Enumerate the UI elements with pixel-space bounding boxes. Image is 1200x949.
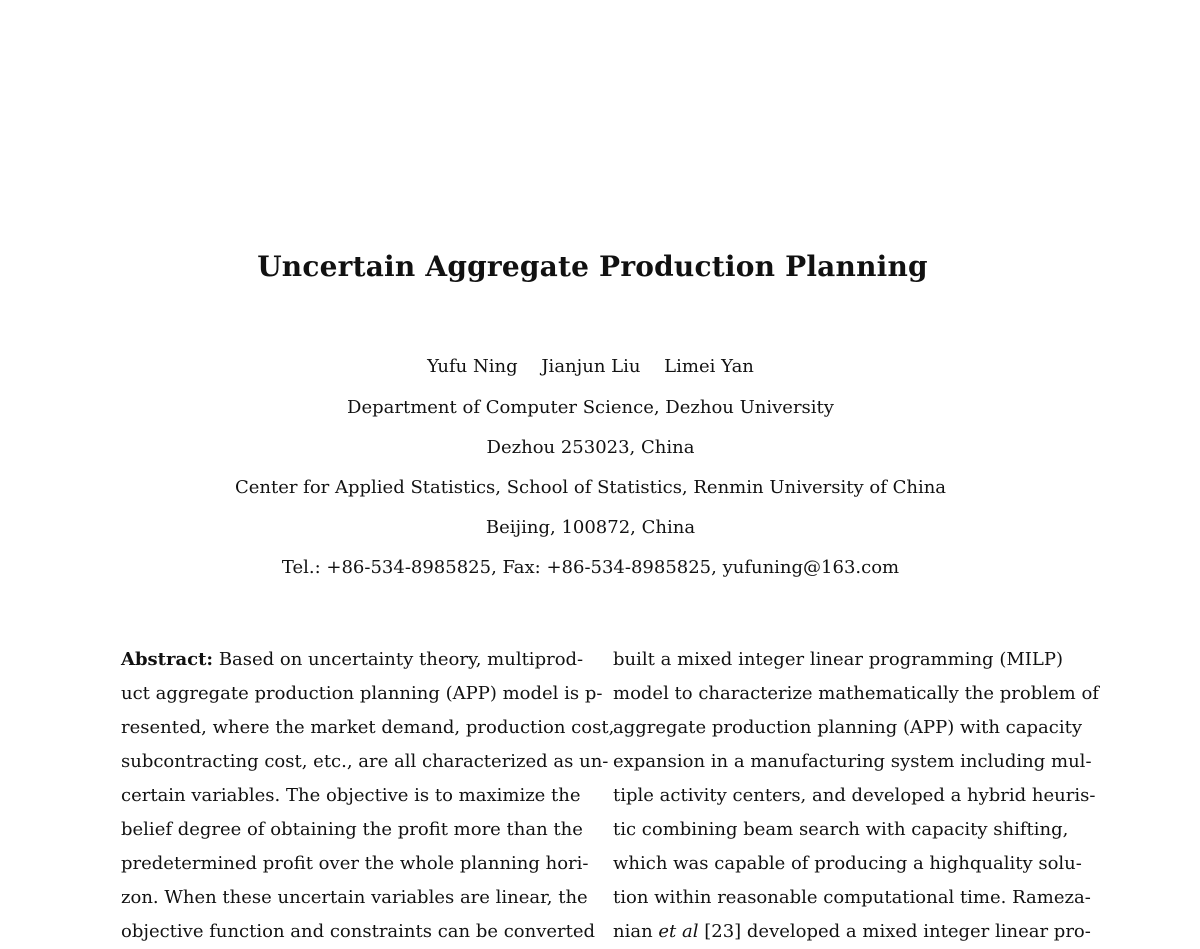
abstract-line: resented, where the market demand, production cost, xyxy=(121,717,615,738)
body-line: expansion in a manufacturing system including mul- xyxy=(613,751,1092,772)
affiliation-line: Center for Applied Statistics, School of Statistics, Renmin University of China xyxy=(234,477,947,498)
citation-etal: et al xyxy=(658,921,699,942)
body-line: tic combining beam search with capacity shifting, xyxy=(613,819,1069,840)
author-name: Yufu Ning xyxy=(427,356,518,377)
abstract-line: objective function and constraints can be converted xyxy=(121,921,596,942)
author-name: Jianjun Liu xyxy=(541,356,641,377)
body-line: tion within reasonable computational time. Rameza- xyxy=(613,887,1091,908)
abstract-line: belief degree of obtaining the profit more than the xyxy=(121,819,583,840)
abstract-label: Abstract: xyxy=(121,649,214,670)
abstract-line: subcontracting cost, etc., are all characterized as un- xyxy=(121,751,609,772)
body-line: which was capable of producing a highquality solu- xyxy=(613,853,1082,874)
abstract-line xyxy=(121,643,584,677)
body-line: model to characterize mathematically the problem of xyxy=(613,683,1099,704)
affiliation-line: Department of Computer Science, Dezhou University xyxy=(347,397,834,418)
body-text: nian xyxy=(613,921,659,942)
body-line: aggregate production planning (APP) with capacity xyxy=(613,717,1082,738)
abstract-line: uct aggregate production planning (APP) model is p- xyxy=(121,683,603,704)
abstract-line: predetermined profit over the whole planning hori- xyxy=(121,853,589,874)
body-text: [23] developed a mixed integer linear pro- xyxy=(698,921,1091,942)
body-line xyxy=(613,915,1091,949)
abstract-column xyxy=(121,643,615,949)
affiliation-line: Beijing, 100872, China xyxy=(485,517,696,538)
affiliation-line: Dezhou 253023, China xyxy=(486,437,695,458)
author-list xyxy=(0,356,1181,377)
abstract-text: Based on uncertainty theory, multiprod- xyxy=(218,649,584,670)
author-name: Limei Yan xyxy=(664,356,754,377)
abstract-line: certain variables. The objective is to maximize the xyxy=(121,785,581,806)
abstract-line: zon. When these uncertain variables are linear, the xyxy=(121,887,588,908)
body-line: built a mixed integer linear programming (MILP) xyxy=(613,649,1063,670)
body-column-right xyxy=(613,643,1099,949)
paper-title: Uncertain Aggregate Production Planning xyxy=(257,250,928,283)
body-line: tiple activity centers, and developed a hybrid heuris- xyxy=(613,785,1096,806)
contact-line: Tel.: +86-534-8985825, Fax: +86-534-8985825, yufuning@163.com xyxy=(281,557,900,578)
